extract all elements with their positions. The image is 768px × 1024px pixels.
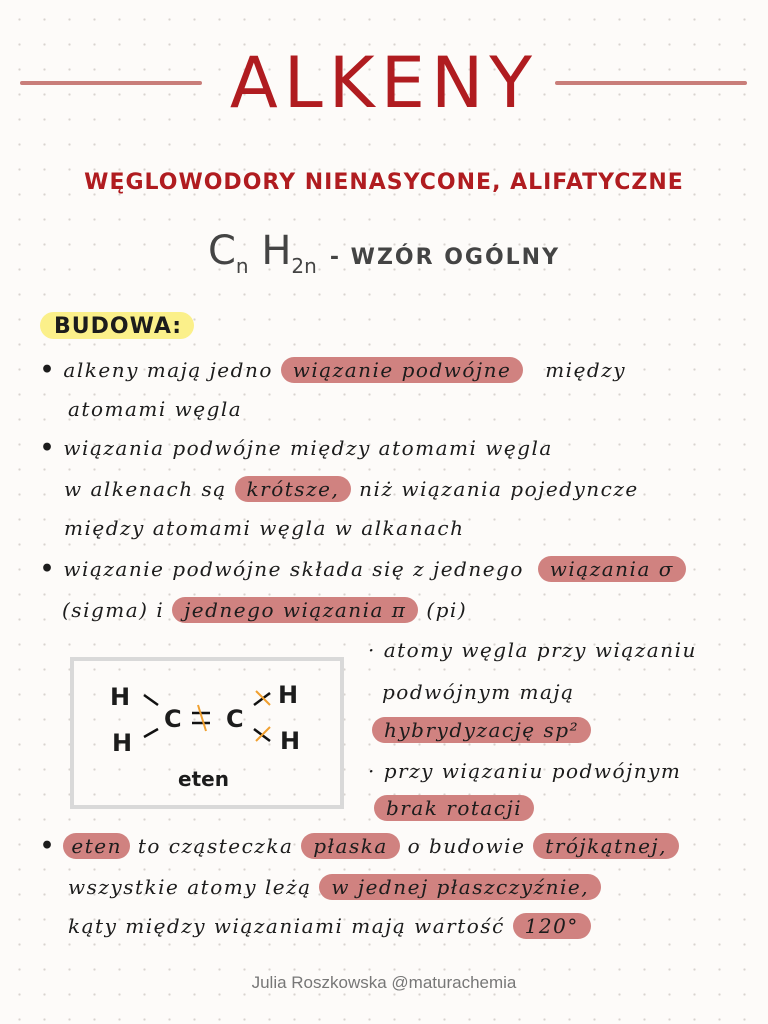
highlight-hybrydyzacja: hybrydyzację sp²: [372, 717, 591, 743]
formula-h: H: [261, 228, 292, 274]
side-bullet-dot: ·: [368, 638, 376, 662]
bullet-dot: •: [40, 435, 56, 461]
text-span: niż wiązania pojedyncze: [359, 477, 639, 501]
text-span: atomy węgla przy wiązaniu: [383, 638, 697, 662]
text-span: przy wiązaniu podwójnym: [383, 759, 682, 783]
text-span: kąty między wiązaniami mają wartość: [68, 914, 505, 938]
text-span: (sigma) i: [62, 598, 165, 622]
bullet-4-line-3: [68, 912, 591, 940]
bullet-1-line-2: atomami węgla: [68, 397, 243, 421]
side-note-1-line-3: [372, 716, 591, 744]
highlight-brak-rotacji: brak rotacji: [374, 795, 534, 821]
highlight-eten: eten: [63, 833, 130, 859]
general-formula: [0, 228, 768, 278]
atom-h-upper-left: H: [110, 683, 131, 711]
formula-c-sub: n: [235, 254, 249, 278]
bullet-2-line-1: [40, 434, 553, 462]
formula-label: - WZÓR OGÓLNY: [329, 245, 561, 270]
bullet-2-line-2: [64, 475, 639, 503]
highlight-w-jednej-plaszczyznie: w jednej płaszczyźnie,: [319, 874, 601, 900]
text-span: to cząsteczka: [137, 834, 294, 858]
text-span: wiązanie podwójne składa się z jednego: [63, 557, 524, 581]
formula-h-sub: 2n: [291, 254, 317, 278]
page-title: ALKENY: [229, 42, 539, 124]
side-note-1-line-2: podwójnym mają: [382, 680, 575, 704]
text-span: w alkenach są: [64, 477, 227, 501]
atom-h-upper-right: H: [278, 681, 299, 709]
bond-h-c-lower-left: [144, 729, 158, 737]
side-note-2-line-1: [368, 757, 681, 785]
text-span: wszystkie atomy leżą: [68, 875, 312, 899]
page-subtitle: WĘGLOWODORY NIENASYCONE, ALIFATYCZNE: [84, 170, 684, 195]
atom-h-lower-left: H: [112, 729, 133, 757]
text-span: wiązania podwójne między atomami węgla: [63, 436, 553, 460]
atom-h-lower-right: H: [280, 727, 301, 755]
highlight-wiazania-sigma: wiązania σ: [538, 556, 686, 582]
bullet-dot: •: [40, 556, 56, 582]
diagram-caption: eten: [178, 767, 229, 791]
bullet-3-line-1: [40, 555, 686, 583]
atom-c-left: C: [164, 705, 182, 733]
highlight-wiazanie-podwojne: wiązanie podwójne: [281, 357, 524, 383]
side-bullet-dot: ·: [368, 759, 376, 783]
formula-c: C: [207, 228, 236, 274]
highlight-plaska: płaska: [301, 833, 400, 859]
bond-h-c-upper-left: [144, 695, 158, 705]
highlight-120-degrees: 120°: [513, 913, 591, 939]
bullet-dot: •: [40, 833, 56, 859]
text-span: o budowie: [407, 834, 526, 858]
formula-expression: [207, 228, 317, 278]
ethene-diagram: [70, 657, 344, 809]
text-span: alkeny mają jedno: [63, 358, 273, 382]
section-title-budowa: BUDOWA:: [40, 312, 194, 339]
pi-bond-mark: [198, 705, 206, 731]
bullet-2-line-3: między atomami węgla w alkanach: [64, 516, 465, 540]
bullet-3-line-2: [62, 596, 467, 624]
atom-c-right: C: [226, 705, 244, 733]
footer-credit: Julia Roszkowska @maturachemia: [251, 973, 517, 992]
bullet-4-line-2: [68, 873, 601, 901]
text-span: między: [545, 358, 627, 382]
bullet-4-line-1: [40, 832, 679, 860]
highlight-wiazania-pi: jednego wiązania π: [172, 597, 418, 623]
highlight-trojkatnej: trójkątnej,: [533, 833, 679, 859]
highlight-krotsze: krótsze,: [235, 476, 352, 502]
text-span: (pi): [426, 598, 468, 622]
side-note-2-line-2: [374, 794, 534, 822]
side-note-1-line-1: [368, 636, 697, 664]
bullet-1-line-1: [40, 356, 626, 384]
bullet-dot: •: [40, 357, 56, 383]
